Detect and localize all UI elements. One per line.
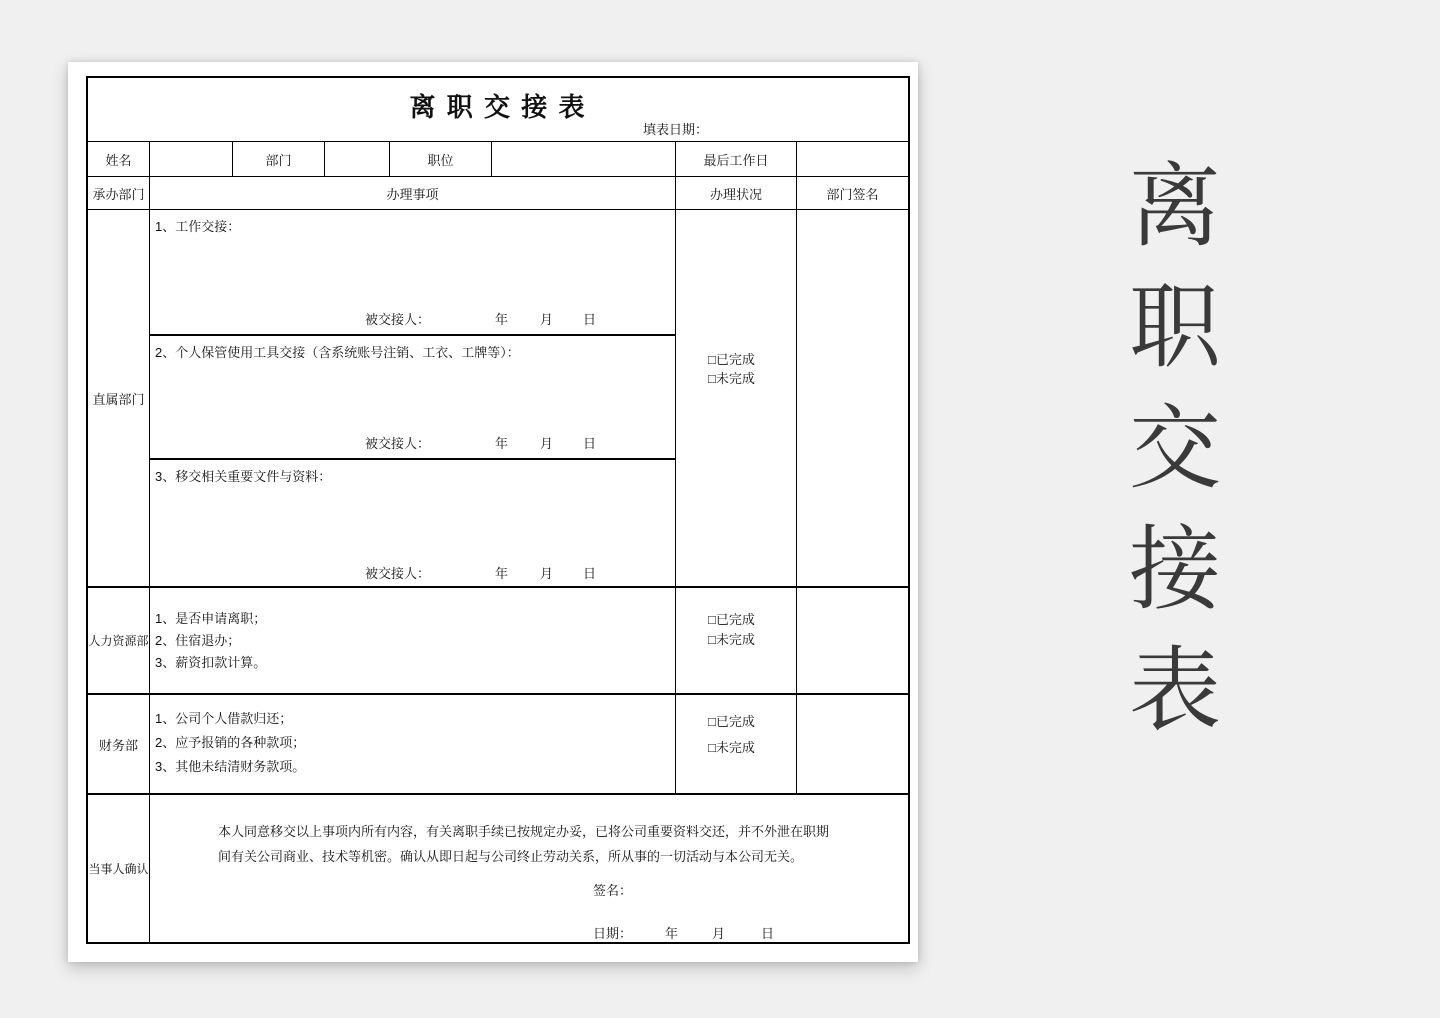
side-title xyxy=(1125,156,1225,742)
position-label-cell: 职位 xyxy=(390,142,492,177)
hr-matters-cell xyxy=(150,588,676,695)
confirm-content-cell xyxy=(150,795,908,942)
docs-handover-item xyxy=(150,460,676,588)
finance-item: 2、应予报销的各种款项； xyxy=(155,735,306,750)
form-page xyxy=(68,62,918,962)
date-label: 日期： xyxy=(593,926,633,941)
status-options xyxy=(708,709,755,761)
day-label: 日 xyxy=(761,926,775,941)
title-cell xyxy=(88,78,908,142)
year-label: 年 xyxy=(495,312,509,327)
status-options xyxy=(708,610,755,650)
confirm-label: 当事人确认 xyxy=(88,795,150,942)
sign-label: 签名： xyxy=(593,883,633,898)
hr-item: 1、是否申请离职； xyxy=(155,611,267,626)
name-label-cell: 姓名 xyxy=(88,142,150,177)
direct-signature-cell xyxy=(797,210,908,588)
status-header: 办理状况 xyxy=(676,177,797,210)
last-day-label-cell: 最后工作日 xyxy=(676,142,797,177)
hr-dept-label: 人力资源部 xyxy=(88,588,150,695)
day-label: 日 xyxy=(583,312,597,327)
work-handover-item xyxy=(150,210,676,336)
form-title: 离 职 交 接 表 xyxy=(409,92,587,122)
year-label: 年 xyxy=(495,436,509,451)
receiver-label: 被交接人： xyxy=(365,436,431,451)
side-title-char: 交 xyxy=(1128,398,1221,500)
finance-dept-label: 财务部 xyxy=(88,695,150,795)
hr-signature-cell xyxy=(797,588,908,695)
done-checkbox-option: □已完成 xyxy=(708,352,755,367)
status-options xyxy=(708,350,755,388)
finance-matters-cell xyxy=(150,695,676,795)
receiver-label: 被交接人： xyxy=(365,566,431,581)
finance-status-cell xyxy=(676,695,797,795)
month-label: 月 xyxy=(540,436,554,451)
tool-handover-text: 2、个人保管使用工具交接（含系统账号注销、工衣、工牌等）： xyxy=(155,345,520,360)
day-label: 日 xyxy=(583,436,597,451)
last-day-value-cell xyxy=(797,142,908,177)
side-title-char: 接 xyxy=(1128,519,1221,621)
direct-status-cell xyxy=(676,210,797,588)
month-label: 月 xyxy=(540,312,554,327)
side-title-char: 表 xyxy=(1128,640,1221,742)
hr-item: 2、住宿退办； xyxy=(155,633,241,648)
done-checkbox-option: □已完成 xyxy=(708,612,755,627)
notdone-checkbox-option: □未完成 xyxy=(708,371,755,386)
receiver-label: 被交接人： xyxy=(365,312,431,327)
matters-header: 办理事项 xyxy=(150,177,676,210)
side-title-char: 离 xyxy=(1128,156,1221,258)
hr-item: 3、薪资扣款计算。 xyxy=(155,655,267,670)
confirm-statement: 本人同意移交以上事项内所有内容，有关离职手续已按规定办妥，已将公司重要资料交还，并不外泄在职期间有关公司商业、技术等机密。确认从即日起与公司终止劳动关系，所从事的一切活动与本公司无关。 xyxy=(218,824,830,864)
receiver-line xyxy=(365,309,596,328)
form-table xyxy=(86,76,910,944)
dept-value-cell xyxy=(325,142,390,177)
fill-date-label: 填表日期： xyxy=(643,122,709,137)
done-checkbox-option: □已完成 xyxy=(708,714,755,729)
direct-dept-matters-cell xyxy=(150,210,676,588)
hr-items xyxy=(155,608,266,674)
notdone-checkbox-option: □未完成 xyxy=(708,632,755,647)
finance-signature-cell xyxy=(797,695,908,795)
month-label: 月 xyxy=(712,926,726,941)
receiver-line xyxy=(365,563,596,582)
day-label: 日 xyxy=(583,566,597,581)
receiver-line xyxy=(365,433,596,452)
name-value-cell xyxy=(150,142,233,177)
handling-dept-header: 承办部门 xyxy=(88,177,150,210)
finance-item: 1、公司个人借款归还； xyxy=(155,711,293,726)
signature-header: 部门签名 xyxy=(797,177,908,210)
tool-handover-item xyxy=(150,336,676,460)
direct-dept-label: 直属部门 xyxy=(88,210,150,588)
docs-handover-text: 3、移交相关重要文件与资料： xyxy=(155,469,332,484)
year-label: 年 xyxy=(495,566,509,581)
position-value-cell xyxy=(492,142,676,177)
side-title-char: 职 xyxy=(1128,277,1221,379)
work-handover-text: 1、工作交接： xyxy=(155,219,241,234)
notdone-checkbox-option: □未完成 xyxy=(708,740,755,755)
hr-status-cell xyxy=(676,588,797,695)
finance-item: 3、其他未结清财务款项。 xyxy=(155,759,306,774)
dept-label-cell: 部门 xyxy=(233,142,325,177)
year-label: 年 xyxy=(665,926,679,941)
month-label: 月 xyxy=(540,566,554,581)
finance-items xyxy=(155,707,305,779)
date-line xyxy=(593,923,774,942)
